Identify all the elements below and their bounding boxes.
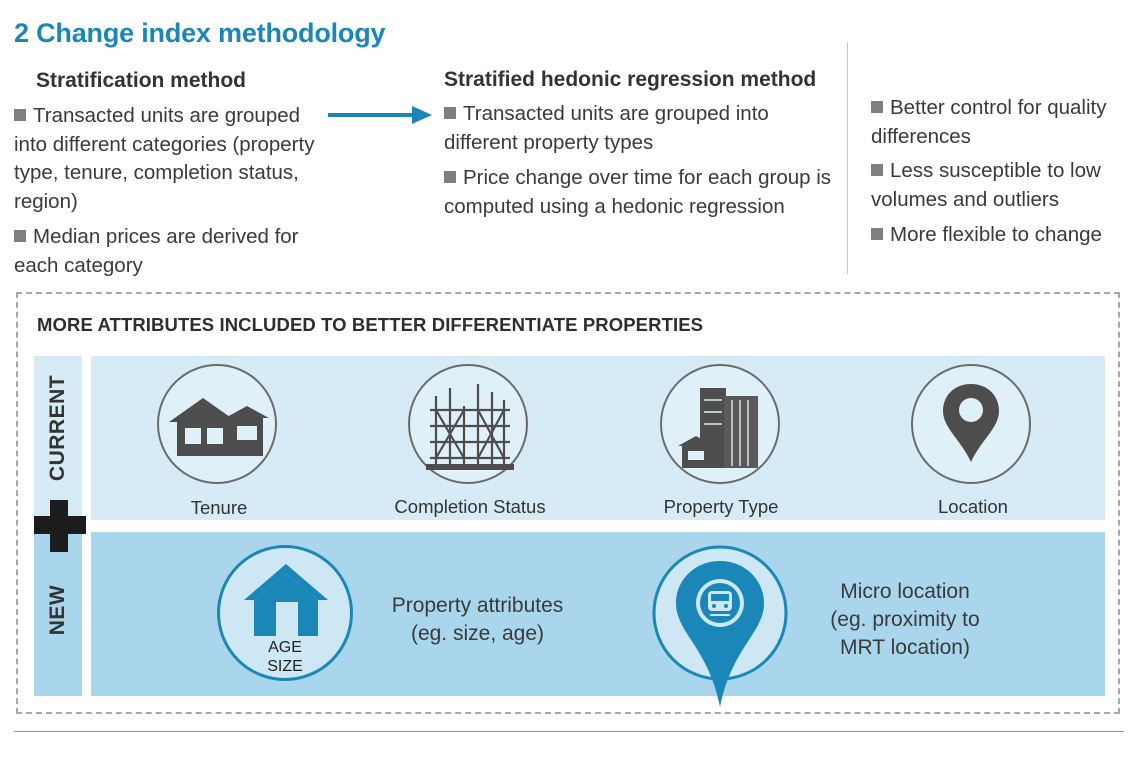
- tenure-caption: Tenure: [190, 497, 248, 518]
- house-icon: [159, 366, 275, 482]
- buildings-icon: [662, 366, 778, 482]
- hedonic-bullet-2: Price change over time for each group is computed using a hedonic regression: [444, 166, 832, 218]
- attributes-heading: MORE ATTRIBUTES INCLUDED TO BETTER DIFFERENTIATE PROPERTIES: [37, 314, 704, 335]
- arrow-right-icon: [326, 104, 434, 126]
- property-attributes-text: Property attributes (eg. size, age): [391, 594, 564, 645]
- bullet-square-icon: [871, 164, 883, 176]
- location-icon-circle: [911, 364, 1031, 484]
- bullet-square-icon: [14, 109, 26, 121]
- hedonic-bullet-1: Transacted units are grouped into different property types: [444, 102, 769, 154]
- bullet-square-icon: [871, 101, 883, 113]
- bottom-rule: [14, 731, 1124, 732]
- hedonic-heading: Stratified hedonic regression method: [444, 68, 817, 91]
- current-label: CURRENT: [46, 374, 69, 482]
- benefit-bullet-2: Less susceptible to low volumes and outliers: [871, 159, 1101, 211]
- stratification-heading: Stratification method: [36, 69, 247, 92]
- stratification-bullet-2: Median prices are derived for each category: [14, 225, 299, 277]
- plus-icon-stem: [50, 500, 68, 552]
- tenure-icon-circle: [157, 364, 277, 484]
- location-pin-icon: [913, 366, 1029, 482]
- benefit-bullet-3: More flexible to change: [871, 221, 1133, 250]
- size-label: SIZE: [267, 658, 303, 675]
- property-attributes-icon-circle: [217, 545, 353, 681]
- page-title: 2 Change index methodology: [14, 18, 386, 48]
- column-divider: [847, 42, 848, 274]
- benefit-bullet-1: Better control for quality differences: [871, 96, 1107, 148]
- age-label: AGE: [268, 639, 302, 656]
- completion-icon-circle: [408, 364, 528, 484]
- micro-location-text: Micro location (eg. proximity to MRT location): [830, 580, 980, 659]
- property-type-icon-circle: [660, 364, 780, 484]
- bullet-square-icon: [444, 107, 456, 119]
- bullet-square-icon: [871, 228, 883, 240]
- new-label: NEW: [46, 584, 69, 636]
- house-age-size-icon: [238, 558, 334, 638]
- property-type-caption: Property Type: [663, 496, 779, 517]
- bullet-square-icon: [14, 230, 26, 242]
- construction-scaffold-icon: [410, 366, 526, 482]
- completion-caption: Completion Status: [394, 496, 546, 517]
- mrt-train-pin-icon: [650, 545, 790, 711]
- bullet-square-icon: [444, 171, 456, 183]
- stratification-bullet-1: Transacted units are grouped into different categories (property type, tenure, completion status, region): [14, 104, 315, 213]
- location-caption: Location: [938, 496, 1008, 517]
